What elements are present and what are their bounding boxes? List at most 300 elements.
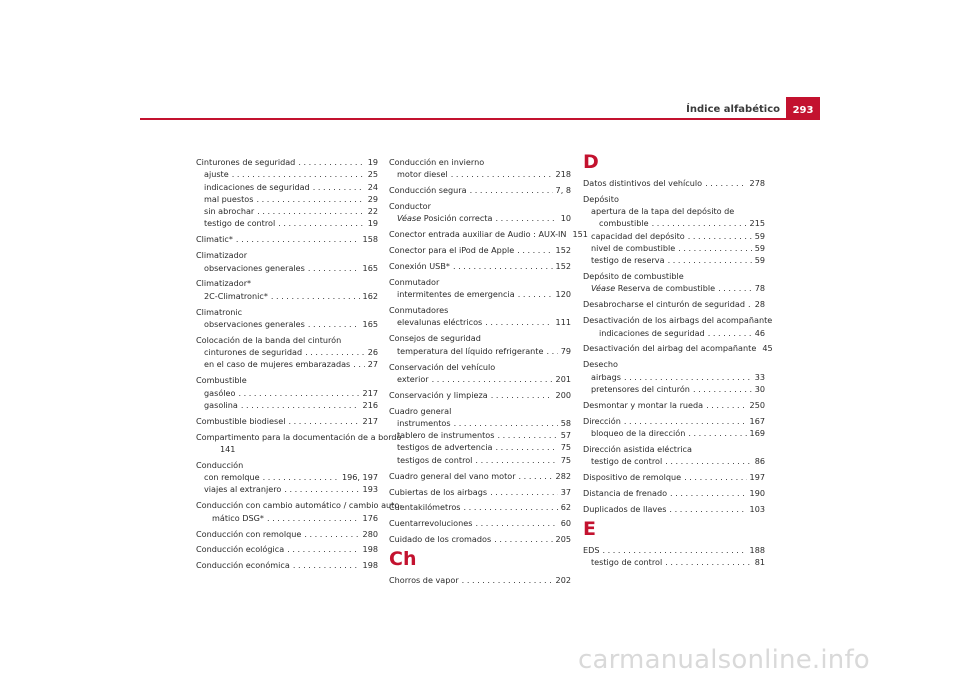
leader-dots: [313, 181, 365, 193]
leader-dots: [236, 233, 360, 245]
entry-label: Depósito: [583, 193, 619, 204]
index-row: [389, 316, 571, 328]
see-reference: Véase: [397, 213, 422, 224]
index-entry: [389, 405, 571, 466]
index-row: [196, 205, 378, 217]
index-row: [389, 517, 571, 529]
entry-text: Conducción ecológica: [196, 544, 285, 555]
index-entry: [389, 517, 571, 529]
entry-label: Desactivación de los airbags del acompañante: [583, 315, 773, 326]
index-row: [583, 282, 765, 294]
entry-text: Conservación y limpieza: [389, 389, 488, 400]
entry-label: [583, 544, 599, 556]
entry-text: nivel de combustible: [591, 242, 676, 253]
entry-label: [204, 290, 268, 302]
index-row: [196, 262, 378, 274]
leader-dots: [308, 262, 360, 274]
entry-text: EDS: [583, 544, 600, 555]
index-row: [389, 533, 571, 545]
entry-text: testigos de control: [397, 454, 473, 465]
page-ref: 169: [749, 427, 765, 438]
leader-dots: [288, 415, 359, 427]
index-entry: [389, 200, 571, 225]
leader-dots: [491, 389, 553, 401]
entry-text: 2C-Climatronic*: [204, 290, 268, 301]
entry-text: intermitentes de emergencia: [397, 289, 515, 300]
entry-label: [204, 168, 229, 180]
entry-label: Conservación del vehículo: [389, 361, 496, 372]
leader-dots: [304, 528, 359, 540]
leader-dots: [256, 193, 364, 205]
header-rule: [140, 118, 820, 120]
entry-label: Colocación de la banda del cinturón: [196, 334, 342, 345]
index-row: [583, 544, 765, 556]
leader-dots: [546, 345, 557, 357]
entry-label: [583, 399, 703, 411]
page-ref: 250: [749, 399, 765, 410]
entry-text: Datos distintivos del vehículo: [583, 177, 703, 188]
leader-dots: [432, 373, 553, 385]
section-letter-d: D: [583, 151, 599, 173]
entry-text: pretensores del cinturón: [591, 383, 690, 394]
index-entry: [583, 503, 765, 515]
entry-label: [583, 471, 681, 483]
page-ref: 10: [560, 213, 571, 224]
page-ref: 111: [555, 317, 571, 328]
entry-text: cinturones de seguridad: [204, 347, 303, 358]
entry-label: [591, 254, 665, 266]
entry-text: capacidad del depósito: [591, 230, 685, 241]
entry-label: [591, 383, 690, 395]
entry-label: [599, 217, 649, 229]
page-ref: 165: [362, 262, 378, 273]
leader-dots: [708, 327, 752, 339]
leader-dots: [718, 282, 752, 294]
entry-label: [583, 177, 702, 189]
index-entry: [196, 334, 378, 371]
leader-dots: [263, 471, 339, 483]
entry-label: [204, 387, 235, 399]
entry-label: [397, 373, 429, 385]
index-entry: [196, 306, 378, 331]
index-entry: [583, 270, 765, 295]
leader-dots: [669, 503, 746, 515]
index-column-3: [583, 151, 773, 572]
index-entry: [389, 244, 571, 256]
entry-text: Cinturones de seguridad: [196, 157, 296, 167]
index-row: [583, 254, 765, 266]
leader-dots: [267, 512, 360, 524]
index-row: [583, 399, 765, 411]
leader-dots: [496, 441, 558, 453]
index-entry: [583, 487, 765, 499]
leader-dots: [451, 168, 553, 180]
page-ref: 205: [555, 534, 571, 545]
leader-dots: [278, 217, 364, 229]
entry-label: [583, 503, 666, 515]
entry-text: Combustible biodiesel: [196, 415, 286, 426]
entry-label: [397, 212, 492, 224]
page-ref: 27: [367, 359, 378, 370]
index-entry: [583, 177, 765, 189]
entry-text: Distancia de frenado: [583, 487, 668, 498]
page-ref: 188: [749, 544, 765, 555]
entry-text: con remolque: [204, 472, 260, 483]
leader-dots: [602, 544, 746, 556]
leader-dots: [495, 212, 557, 224]
index-row: [196, 543, 378, 555]
entry-text: indicaciones de seguridad: [599, 327, 705, 338]
entry-text: tablero de instrumentos: [397, 430, 495, 441]
index-row: [583, 327, 765, 339]
index-entry: [583, 314, 773, 339]
index-entry: [389, 389, 571, 401]
index-entry: [196, 233, 378, 245]
entry-text: Cuentarrevoluciones: [389, 518, 473, 529]
page-ref: 165: [362, 318, 378, 329]
entry-label: [397, 417, 451, 429]
entry-text: testigo de control: [591, 456, 663, 467]
entry-label: [397, 316, 482, 328]
entry-text: Desabrocharse el cinturón de seguridad: [583, 299, 745, 310]
page-header-title: Índice alfabético: [686, 104, 780, 115]
entry-label: Dirección asistida eléctrica: [583, 443, 692, 454]
entry-text: Cuadro general del vano motor: [389, 470, 516, 481]
page-ref: 59: [754, 242, 765, 253]
index-entry: [583, 544, 765, 569]
entry-label: [397, 454, 472, 466]
index-row: [196, 233, 378, 245]
entry-label: [591, 230, 685, 242]
entry-label: Conmutadores: [389, 305, 449, 316]
entry-text: elevalunas eléctricos: [397, 317, 483, 328]
entry-label: [397, 429, 494, 441]
entry-label: [591, 556, 662, 568]
page-ref: 162: [362, 290, 378, 301]
page-ref: 176: [362, 512, 378, 523]
page-ref: 24: [367, 181, 378, 192]
entry-text: indicaciones de seguridad: [204, 181, 310, 192]
entry-label: Conducción: [196, 459, 244, 470]
entry-label: [591, 455, 662, 467]
index-entry: [583, 298, 765, 310]
index-entry: [389, 361, 571, 386]
index-entry: [389, 501, 571, 513]
entry-text: combustible: [599, 218, 649, 229]
index-row: [583, 217, 765, 229]
page-ref: 215: [749, 218, 765, 229]
leader-dots: [665, 455, 751, 467]
entry-text: Conector para el iPod de Apple: [389, 245, 515, 256]
leader-dots: [684, 471, 746, 483]
leader-dots: [298, 156, 364, 168]
entry-label: [204, 193, 253, 205]
entry-label: [389, 244, 514, 256]
entry-label: Climatizador*: [196, 278, 252, 289]
index-entry: [389, 486, 571, 498]
index-row: [583, 371, 765, 383]
entry-label: [196, 528, 301, 540]
index-row: [196, 559, 378, 571]
index-row: [196, 415, 378, 427]
index-row: [196, 387, 378, 399]
page-ref: 158: [362, 234, 378, 245]
entry-text: Conector entrada auxiliar de Audio : AUX-IN: [389, 229, 567, 240]
index-row: [196, 181, 378, 193]
page-ref: 217: [362, 415, 378, 426]
page-ref: 28: [754, 299, 765, 310]
entry-text: Cubiertas de los airbags: [389, 486, 488, 497]
entry-label: [583, 298, 745, 310]
entry-text: Dispositivo de remolque: [583, 472, 682, 483]
entry-label: Climatronic: [196, 306, 243, 317]
index-entry: [583, 471, 765, 483]
index-row: [389, 429, 571, 441]
entry-label: [204, 318, 305, 330]
index-row: [583, 556, 765, 568]
index-row: [389, 184, 571, 196]
entry-label: [591, 242, 675, 254]
entry-label: [583, 415, 621, 427]
index-entry: [583, 193, 765, 267]
entry-text: motor diesel: [397, 169, 448, 180]
entry-text: observaciones generales: [204, 262, 305, 273]
index-row: [583, 455, 765, 467]
leader-dots: [308, 318, 360, 330]
leader-dots: [241, 399, 360, 411]
index-row: [389, 501, 571, 513]
index-row: [196, 193, 378, 205]
index-row: [583, 242, 765, 254]
entry-text: testigo de control: [204, 218, 276, 229]
leader-dots: [668, 254, 752, 266]
index-row: [196, 399, 378, 411]
index-entry: [389, 574, 571, 586]
leader-dots: [517, 244, 552, 256]
page-ref: 59: [754, 230, 765, 241]
entry-label: Depósito de combustible: [583, 271, 684, 282]
page-ref: 59: [754, 255, 765, 266]
entry-text: en el caso de mujeres embarazadas: [204, 359, 351, 370]
leader-dots: [284, 483, 359, 495]
entry-label: [196, 233, 233, 245]
index-row: [196, 290, 378, 302]
page-ref: 29: [367, 193, 378, 204]
index-entry: [196, 528, 378, 540]
page-ref: 218: [555, 169, 571, 180]
index-entry: [389, 276, 571, 301]
entry-text: airbags: [591, 371, 621, 382]
page-ref: 103: [749, 503, 765, 514]
leader-dots: [287, 543, 359, 555]
leader-dots: [688, 230, 752, 242]
page-ref: 33: [754, 371, 765, 382]
index-row: [389, 260, 571, 272]
index-entry: [583, 415, 765, 440]
index-row: [196, 483, 378, 495]
page-ref: 57: [560, 430, 571, 441]
index-row: [583, 415, 765, 427]
entry-label: [204, 358, 350, 370]
index-entry: [196, 156, 378, 230]
entry-label: [389, 486, 487, 498]
entry-label: [389, 574, 459, 586]
page-ref: 193: [362, 484, 378, 495]
index-entry: [583, 342, 773, 354]
entry-text: exterior: [397, 373, 429, 384]
entry-label: Combustible: [196, 375, 247, 386]
index-row: [389, 441, 571, 453]
entry-text: Cuidado de los cromados: [389, 534, 492, 545]
page-ref: 19: [367, 157, 378, 167]
index-row: [196, 318, 378, 330]
page-ref: 217: [362, 387, 378, 398]
entry-label: [583, 487, 667, 499]
index-row: [389, 417, 571, 429]
entry-text: Desactivación del airbag del acompañante: [583, 343, 757, 354]
index-entry: [389, 470, 571, 482]
leader-dots: [748, 298, 752, 310]
leader-dots: [688, 427, 746, 439]
index-entry: [389, 332, 571, 357]
entry-label: [389, 389, 488, 401]
leader-dots: [693, 383, 752, 395]
page-ref: 201: [555, 373, 571, 384]
entry-label: Desecho: [583, 359, 618, 370]
index-row: [389, 288, 571, 300]
leader-dots: [454, 417, 558, 429]
see-reference: Véase: [591, 283, 616, 294]
leader-dots: [624, 371, 752, 383]
leader-dots: [706, 399, 746, 411]
entry-label: [591, 371, 621, 383]
page-ref: 79: [560, 345, 571, 356]
leader-dots: [475, 454, 557, 466]
entry-text: Chorros de vapor: [389, 575, 459, 585]
index-entry: [196, 559, 378, 571]
leader-dots: [353, 358, 364, 370]
index-row: [196, 217, 378, 229]
entry-label: Consejos de seguridad: [389, 333, 481, 344]
leader-dots: [485, 316, 552, 328]
index-entry: [196, 543, 378, 555]
leader-dots: [464, 501, 558, 513]
entry-text: Cuentakilómetros: [389, 502, 461, 513]
entry-label: [583, 342, 756, 354]
index-row: [583, 427, 765, 439]
entry-label: [389, 470, 516, 482]
entry-label: [196, 559, 290, 571]
entry-label: Climatizador: [196, 250, 248, 261]
index-row: [196, 512, 378, 524]
index-row: [196, 168, 378, 180]
entry-text: gasóleo: [204, 387, 236, 398]
entry-label: [599, 327, 705, 339]
entry-text: mal puestos: [204, 193, 254, 204]
entry-text: testigo de reserva: [591, 255, 665, 266]
index-entry: [389, 184, 571, 196]
entry-label: [196, 415, 285, 427]
entry-label: [591, 282, 715, 294]
index-entry: [196, 249, 378, 274]
leader-dots: [293, 559, 360, 571]
entry-label: [204, 346, 302, 358]
entry-text: Climatic*: [196, 234, 233, 245]
leader-dots: [670, 487, 747, 499]
index-entry: [196, 431, 402, 456]
leader-dots: [238, 387, 359, 399]
entry-label: [196, 156, 295, 168]
entry-text: Posición correcta: [423, 213, 493, 224]
page-ref: 152: [555, 261, 571, 272]
entry-text: observaciones generales: [204, 318, 305, 329]
entry-label: [389, 184, 467, 196]
page-ref: 278: [749, 177, 765, 188]
index-row: [196, 156, 378, 168]
page-ref: 120: [555, 289, 571, 300]
index-row: [583, 487, 765, 499]
index-column-1: [196, 156, 403, 575]
index-row: [389, 389, 571, 401]
page-ref: 75: [560, 454, 571, 465]
page-ref: 200: [555, 389, 571, 400]
page-ref: 197: [749, 472, 765, 483]
page-ref: 30: [754, 383, 765, 394]
leader-dots: [257, 205, 364, 217]
entry-label: [397, 168, 448, 180]
index-entry: [196, 499, 403, 524]
index-entry: [389, 260, 571, 272]
entry-label: [397, 441, 493, 453]
entry-label: [204, 217, 275, 229]
index-row: [583, 342, 773, 354]
entry-text: ajuste: [204, 169, 229, 180]
leader-dots: [519, 470, 553, 482]
index-row: [389, 470, 571, 482]
entry-label: [389, 260, 450, 272]
leader-dots: [494, 533, 552, 545]
leader-dots: [678, 242, 751, 254]
page-ref: 46: [754, 327, 765, 338]
index-row: [196, 346, 378, 358]
page-ref: 151: [572, 229, 588, 240]
sub-entry-label: apertura de la tapa del depósito de: [591, 206, 735, 217]
leader-dots: [470, 184, 553, 196]
index-row: [389, 244, 571, 256]
page-ref: 25: [367, 169, 378, 180]
entry-label: [204, 399, 238, 411]
index-row: [389, 486, 571, 498]
entry-label: [204, 483, 281, 495]
leader-dots: [490, 486, 558, 498]
page-ref: 198: [362, 544, 378, 555]
page-ref: 22: [367, 206, 378, 217]
section-letter-ch: Ch: [389, 548, 417, 571]
entry-text: testigo de control: [591, 556, 663, 567]
page-ref: 58: [560, 417, 571, 428]
entry-text: Desmontar y montar la rueda: [583, 399, 704, 410]
page-ref: 141: [220, 443, 236, 454]
leader-dots: [665, 556, 751, 568]
entry-text: testigos de advertencia: [397, 442, 493, 453]
index-row: [389, 345, 571, 357]
entry-label: [196, 543, 284, 555]
index-row: [583, 503, 765, 515]
index-row: [389, 168, 571, 180]
leader-dots: [518, 288, 553, 300]
leader-dots: [305, 346, 365, 358]
page-ref: 167: [749, 415, 765, 426]
